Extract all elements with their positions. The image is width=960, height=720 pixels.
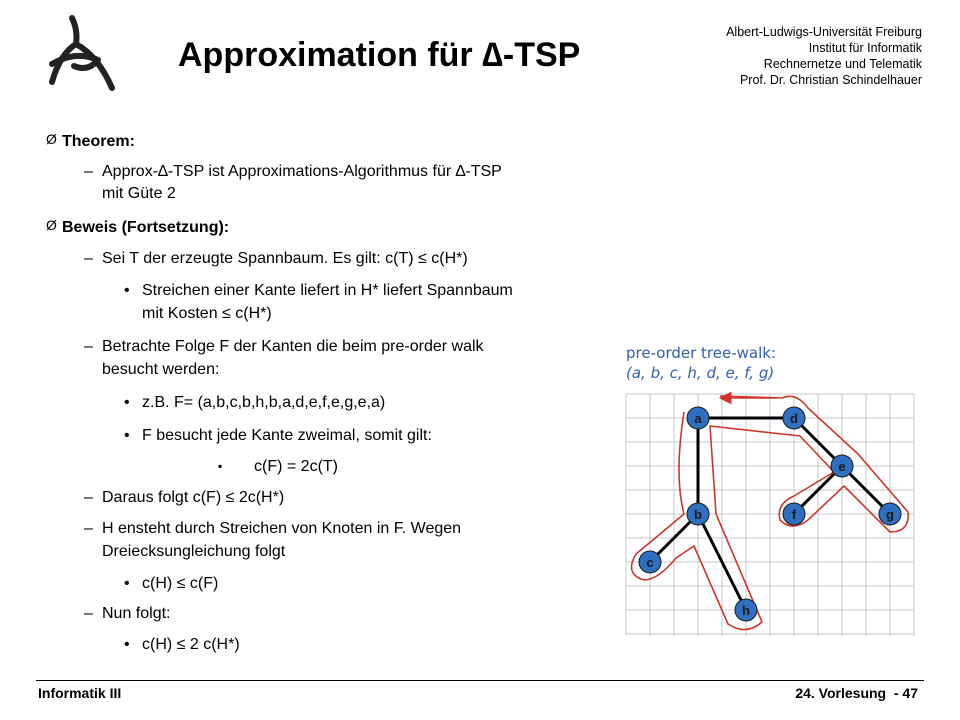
proof-point-2-line1: Betrachte Folge F der Kanten die beim pre-order walk: [102, 338, 484, 355]
dot-bullet-icon: •: [124, 427, 130, 444]
square-bullet-icon: ▪: [218, 459, 223, 473]
dot-bullet-icon: •: [124, 282, 130, 299]
svg-text:c: c: [646, 555, 654, 570]
dash-bullet-icon: –: [84, 250, 93, 267]
dash-bullet-icon: –: [84, 489, 93, 506]
dot-bullet-icon: •: [124, 394, 130, 411]
theorem-text-line1: Approx-∆-TSP ist Approximations-Algorithmus für ∆-TSP: [102, 163, 502, 180]
figure-caption-line2: (a, b, c, h, d, e, f, g): [626, 364, 775, 382]
proof-point-1a-line1: Streichen einer Kante liefert in H* liefert Spannbaum: [142, 282, 513, 299]
grid-lines: [626, 394, 914, 636]
footer-lecture-page: 24. Vorlesung - 47: [795, 685, 918, 701]
proof-point-2b: F besucht jede Kante zweimal, somit gilt:: [142, 427, 432, 444]
proof-point-3: Daraus folgt c(F) ≤ 2c(H*): [102, 489, 285, 506]
proof-point-5a: c(H) ≤ 2 c(H*): [142, 636, 240, 653]
theorem-heading: Theorem:: [62, 133, 135, 150]
page-title: Approximation für ∆-TSP: [178, 36, 581, 74]
footer-divider: [36, 680, 924, 681]
svg-text:h: h: [742, 603, 750, 618]
proof-point-1a-line2: mit Kosten ≤ c(H*): [142, 305, 272, 322]
dash-bullet-icon: –: [84, 605, 93, 622]
proof-heading: Beweis (Fortsetzung):: [62, 219, 230, 236]
proof-point-1: Sei T der erzeugte Spannbaum. Es gilt: c(T) ≤ c(H*): [102, 250, 468, 267]
arrow-bullet-icon: Ø: [46, 217, 57, 233]
svg-text:a: a: [694, 411, 702, 426]
dash-bullet-icon: –: [84, 163, 93, 180]
node-f: [783, 503, 805, 525]
svg-text:b: b: [694, 507, 702, 522]
institution-professor: Prof. Dr. Christian Schindelhauer: [739, 73, 922, 87]
node-c: [639, 551, 661, 573]
dot-bullet-icon: •: [124, 575, 130, 592]
institution-university: Albert-Ludwigs-Universität Freiburg: [726, 25, 922, 39]
node-g: [879, 503, 901, 525]
svg-text:e: e: [838, 459, 846, 474]
node-a: [687, 407, 709, 429]
svg-text:d: d: [790, 411, 798, 426]
node-h: [735, 599, 757, 621]
node-b: [687, 503, 709, 525]
node-e: [831, 455, 853, 477]
proof-point-4-line1: H ensteht durch Streichen von Knoten in F. Wegen: [102, 520, 462, 537]
dash-bullet-icon: –: [84, 520, 93, 537]
figure-caption-line1: pre-order tree-walk:: [626, 344, 776, 362]
svg-text:g: g: [886, 507, 894, 522]
dot-bullet-icon: •: [124, 636, 130, 653]
proof-point-5: Nun folgt:: [102, 605, 171, 622]
proof-point-2b-i: c(F) = 2c(T): [254, 458, 338, 475]
proof-point-2-line2: besucht werden:: [102, 361, 220, 378]
node-d: [783, 407, 805, 429]
svg-text:f: f: [791, 507, 797, 522]
institution-department: Rechnernetze und Telematik: [763, 57, 922, 71]
proof-point-2a: z.B. F= (a,b,c,b,h,b,a,d,e,f,e,g,e,a): [142, 394, 386, 411]
dash-bullet-icon: –: [84, 338, 93, 355]
figure-caption: [626, 343, 776, 383]
footer-course: Informatik III: [38, 685, 122, 701]
institution-institute: Institut für Informatik: [808, 41, 922, 55]
theorem-text-line2: mit Güte 2: [102, 185, 176, 202]
arrow-bullet-icon: Ø: [46, 131, 57, 147]
proof-point-4-line2: Dreiecksungleichung folgt: [102, 543, 286, 560]
proof-point-4a: c(H) ≤ c(F): [142, 575, 219, 592]
